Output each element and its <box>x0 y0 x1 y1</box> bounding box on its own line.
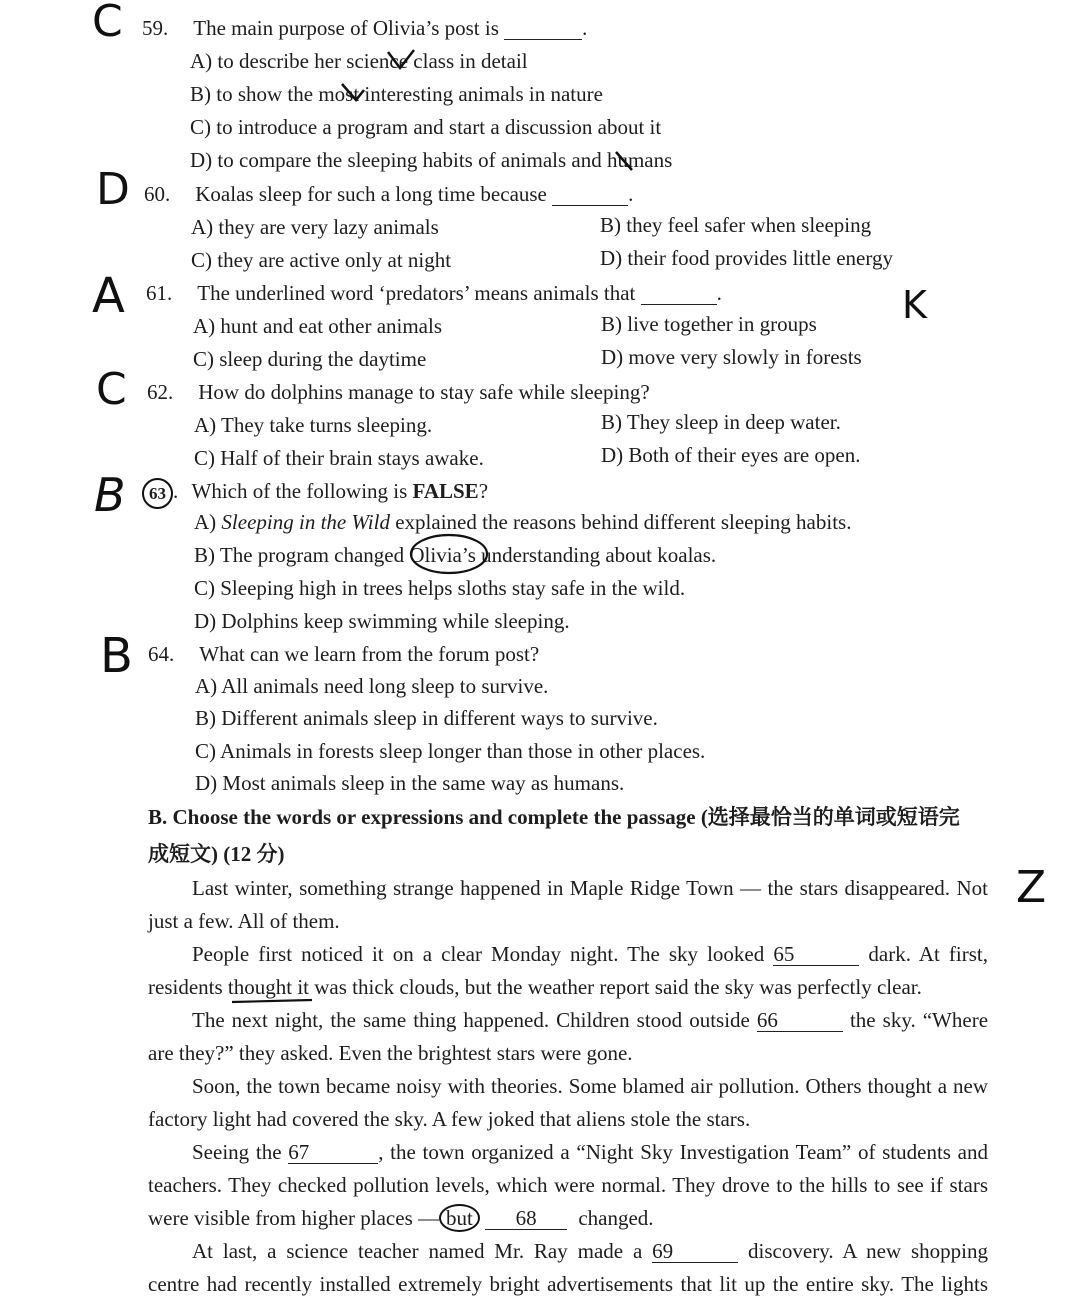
option-60b: B) they feel safer when sleeping <box>600 213 872 237</box>
question-stem: What can we learn from the forum post? <box>199 642 540 666</box>
option-61a: A) hunt and eat other animals <box>193 314 443 338</box>
passage-line: centre had recently installed extremely bright advertisements that lit up the entire sky. The lights <box>148 1272 988 1296</box>
question-stem: Koalas sleep for such a long time because <box>195 182 547 206</box>
passage-line: Last winter, something strange happened in Maple Ridge Town — the stars disappeared. Not <box>192 876 988 900</box>
passage-line: are they?” they asked. Even the brightest stars were gone. <box>148 1041 633 1065</box>
option-64c: C) Animals in forests sleep longer than those in other places. <box>195 739 706 763</box>
circled-word-but: but <box>439 1204 480 1232</box>
option-61c: C) sleep during the daytime <box>193 347 427 371</box>
option-59b: B) to show the most interesting animals in nature <box>190 82 603 106</box>
option-63c: C) Sleeping high in trees helps sloths stay safe in the wild. <box>194 576 686 600</box>
question-59: 59. The main purpose of Olivia’s post is . <box>142 12 587 45</box>
section-b-heading: B. Choose the words or expressions and complete the passage (选择最恰当的单词或短语完 <box>148 805 960 829</box>
option-64b: B) Different animals sleep in different ways to survive. <box>195 706 658 730</box>
question-stem: The underlined word ‘predators’ means animals that <box>197 281 636 305</box>
option-59c: C) to introduce a program and start a discussion about it <box>190 115 662 139</box>
option-60a: A) they are very lazy animals <box>191 215 439 239</box>
question-number: 61. <box>146 281 173 305</box>
blank-66: 66 <box>757 1010 843 1032</box>
question-number-circled: 63 <box>142 478 173 509</box>
handwritten-answer-64: B <box>100 628 133 684</box>
passage-line: factory light had covered the sky. A few joked that aliens stole the stars. <box>148 1107 751 1131</box>
passage-line: Soon, the town became noisy with theories. Some blamed air pollution. Others thought a new <box>192 1074 988 1098</box>
passage-line: Seeing the 67 , the town organized a “Night Sky Investigation Team” of students and <box>192 1140 988 1164</box>
option-63d: D) Dolphins keep swimming while sleeping. <box>194 609 570 633</box>
handwritten-note-z: Z <box>1016 862 1047 913</box>
passage-line: teachers. They checked pollution levels, which were normal. They drove to the hills to see if stars <box>148 1173 988 1197</box>
option-60c: C) they are active only at night <box>191 248 452 272</box>
option-62c: C) Half of their brain stays awake. <box>194 446 484 470</box>
option-63b: B) The program changed Olivia’s understanding about koalas. <box>194 543 717 567</box>
question-stem: How do dolphins manage to stay safe while sleeping? <box>198 380 650 404</box>
handwritten-answer-61: A <box>92 268 125 324</box>
passage-line: The next night, the same thing happened. Children stood outside 66 the sky. “Where <box>192 1008 989 1032</box>
option-63a: A) Sleeping in the Wild explained the reasons behind different sleeping habits. <box>194 510 852 534</box>
question-63: 63 . Which of the following is FALSE? <box>142 475 488 509</box>
option-59d: D) to compare the sleeping habits of animals and humans <box>190 148 673 172</box>
handwritten-answer-59: C <box>92 0 123 47</box>
question-61: 61. The underlined word ‘predators’ means animals that . <box>146 277 722 310</box>
question-stem: Which of the following is FALSE? <box>191 479 489 503</box>
handwritten-answer-60: D <box>96 164 130 215</box>
question-number: 64. <box>148 642 175 666</box>
question-62 <box>147 376 650 409</box>
section-b-heading-cont: 成短文) (12 分) <box>148 842 285 866</box>
blank-69: 69 <box>652 1241 738 1263</box>
passage-line: residents thought it was thick clouds, but the weather report said the sky was perfectly clear. <box>148 975 922 999</box>
handwritten-note-k: K <box>902 283 927 327</box>
question-60: 60. Koalas sleep for such a long time because . <box>144 178 633 211</box>
answer-blank <box>641 283 717 305</box>
blank-68: 68 <box>485 1208 567 1230</box>
option-60d: D) their food provides little energy <box>600 246 893 270</box>
option-61d: D) move very slowly in forests <box>601 345 862 369</box>
passage-line: At last, a science teacher named Mr. Ray made a 69 discovery. A new shopping <box>192 1239 989 1263</box>
option-62b: B) They sleep in deep water. <box>601 410 841 434</box>
passage-line: People first noticed it on a clear Monday night. The sky looked 65 dark. At first, <box>192 942 988 966</box>
handwritten-answer-63: B <box>94 468 126 522</box>
option-62d: D) Both of their eyes are open. <box>601 443 861 467</box>
blank-67: 67 <box>288 1142 378 1164</box>
option-62a: A) They take turns sleeping. <box>194 413 433 437</box>
option-64a: A) All animals need long sleep to survive. <box>195 674 549 698</box>
handwritten-answer-62: C <box>96 364 127 415</box>
passage <box>148 872 988 1301</box>
question-number: 60. <box>144 182 171 206</box>
answer-blank <box>552 184 628 206</box>
question-stem: The main purpose of Olivia’s post is <box>193 16 499 40</box>
blank-65: 65 <box>773 944 859 966</box>
question-number: 59. <box>142 16 169 40</box>
option-61b: B) live together in groups <box>601 312 817 336</box>
question-64 <box>148 638 539 671</box>
option-64d: D) Most animals sleep in the same way as humans. <box>195 771 625 795</box>
option-59a: A) to describe her science class in detail <box>190 49 528 73</box>
passage-line: were visible from higher places — but 68 changed. <box>148 1206 654 1230</box>
passage-line: just a few. All of them. <box>148 909 340 933</box>
answer-blank <box>504 18 582 40</box>
question-number: 62. <box>147 380 174 404</box>
